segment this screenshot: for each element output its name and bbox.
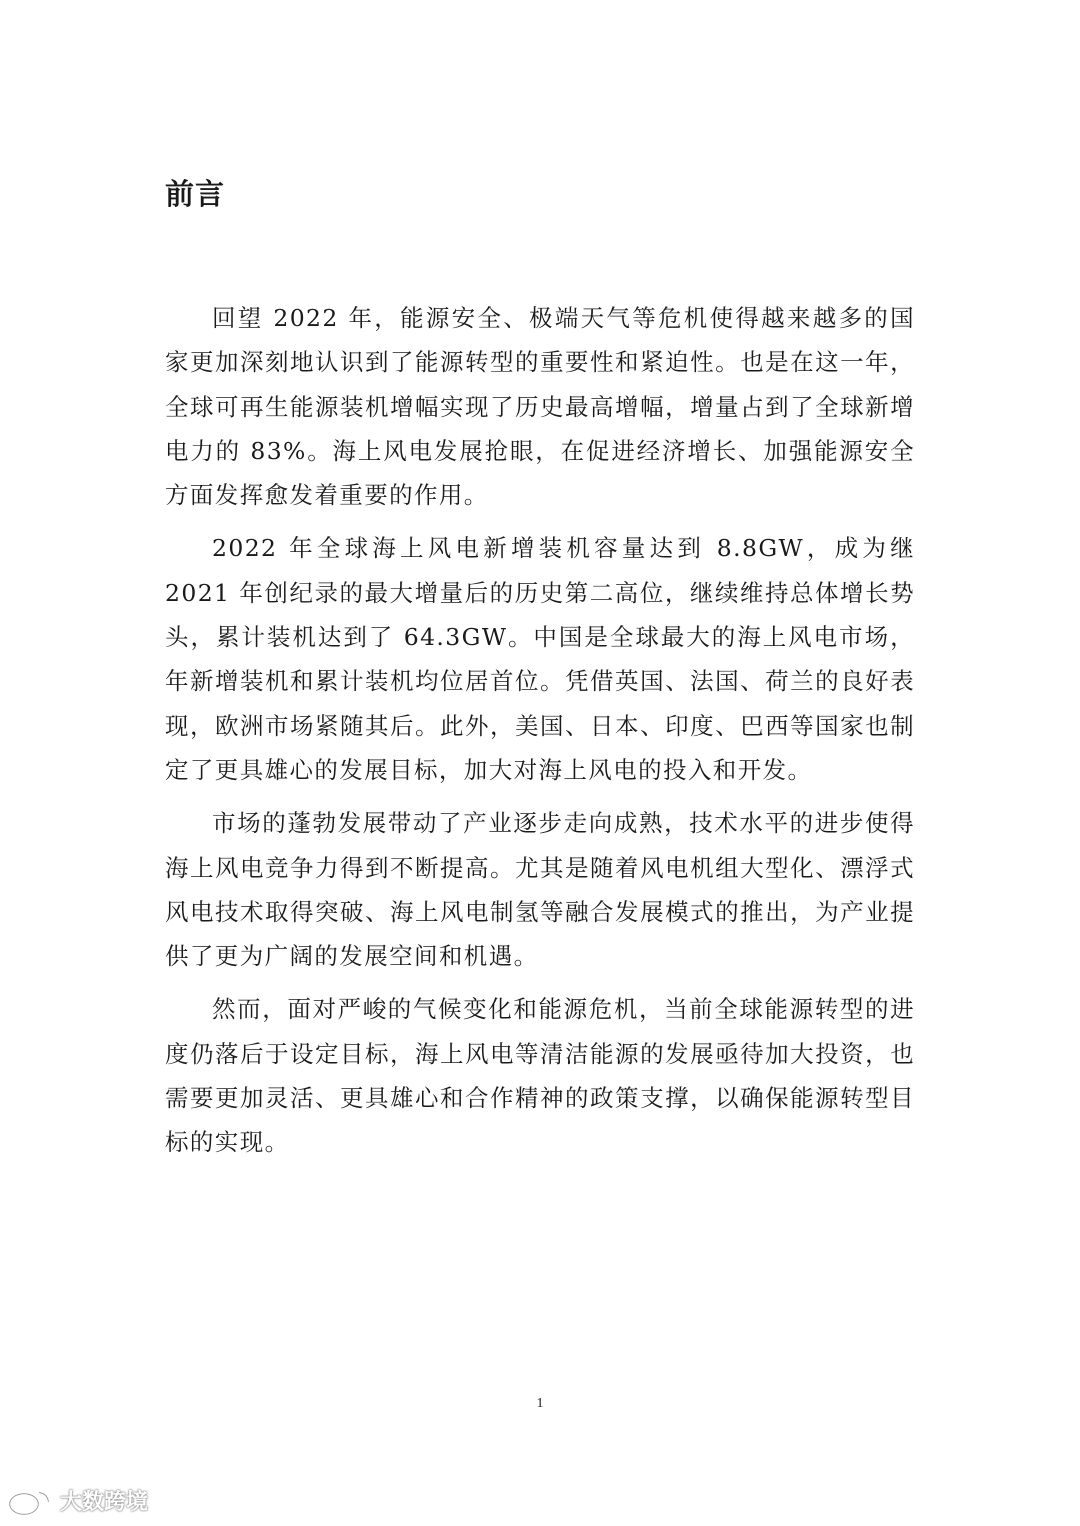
watermark — [8, 1485, 148, 1516]
paragraph-1: 回望 2022 年，能源安全、极端天气等危机使得越来越多的国家更加深刻地认识到了能源转型的重要性和紧迫性。也是在这一年，全球可再生能源装机增幅实现了历史最高增幅，增量占到了全球新增电力的 83%。海上风电发展抢眼，在促进经济增长、加强能源安全方面发挥愈发着重要的作用。 — [165, 304, 915, 510]
watermark-text: 大数跨境 — [60, 1490, 149, 1515]
body-text — [165, 296, 915, 1165]
page-number: 1 — [536, 1396, 544, 1411]
weibo-logo-icon — [8, 1486, 54, 1516]
paragraph-3: 市场的蓬勃发展带动了产业逐步走向成熟，技术水平的进步使得海上风电竞争力得到不断提高。尤其是随着风电机组大型化、漂浮式风电技术取得突破、海上风电制氢等融合发展模式的推出，为产业提供了更为广阔的发展空间和机遇。 — [165, 809, 915, 971]
paragraph-2: 2022 年全球海上风电新增装机容量达到 8.8GW，成为继 2021 年创纪录的最大增量后的历史第二高位，继续维持总体增长势头，累计装机达到了 64.3GW。中国是全球最大的海上风电市场，年新增装机和累计装机均位居首位。凭借英国、法国、荷兰的良好表现，欧洲市场紧随其后。此外，美国、日本、印度、巴西等国家也制定了更具雄心的发展目标，加大对海上风电的投入和开发。 — [165, 534, 915, 784]
page-title: 前言 — [165, 177, 226, 211]
paragraph-4: 然而，面对严峻的气候变化和能源危机，当前全球能源转型的进度仍落后于设定目标，海上风电等清洁能源的发展亟待加大投资，也需要更加灵活、更具雄心和合作精神的政策支撑，以确保能源转型目标的实现。 — [165, 995, 915, 1157]
